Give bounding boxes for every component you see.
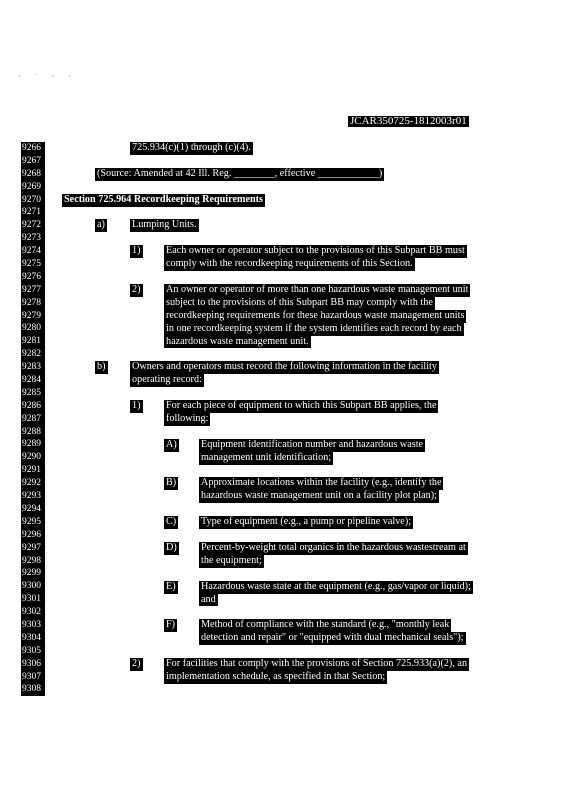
line-number: 9269: [22, 181, 41, 192]
line-number: 9299: [22, 568, 41, 579]
subitem-label: B): [166, 477, 177, 489]
subsection-text: Lumping Units.: [132, 219, 197, 231]
item-text: in one recordkeeping system if the system identifies each record by each: [166, 322, 462, 334]
line-number: 9298: [22, 555, 41, 566]
item-text: For facilities that comply with the provisions of Section 725.933(a)(2), an: [166, 658, 468, 669]
line-number: 9285: [22, 387, 41, 398]
subitem-label: C): [166, 516, 177, 528]
subitem-text: detection and repair" or "equipped with dual mechanical seals");: [201, 632, 464, 644]
item-label: 1): [132, 245, 141, 257]
subitem-text: Method of compliance with the standard (e.g., "monthly leak: [201, 619, 450, 631]
line-number: 9279: [22, 310, 41, 321]
item-label: 2): [132, 283, 141, 295]
line-number: 9304: [22, 632, 41, 643]
subsection-text: Owners and operators must record the following information in the facility: [132, 361, 437, 373]
subitem-text: hazardous waste management unit on a facility plot plan);: [201, 490, 437, 502]
subitem-text: and: [201, 593, 216, 605]
line-number: 9280: [22, 323, 41, 334]
line-number: 9307: [22, 671, 41, 682]
item-text: implementation schedule, as specified in that Section;: [166, 670, 386, 682]
line-number: 9292: [22, 478, 41, 489]
subitem-text: Percent-by-weight total organics in the hazardous wastestream at: [201, 541, 466, 553]
line-number: 9302: [22, 607, 41, 618]
line-number: 9276: [22, 271, 41, 282]
line-number: 9300: [22, 581, 41, 592]
line-number: 9288: [22, 426, 41, 437]
section-heading: Section 725.964 Recordkeeping Requirements: [64, 193, 264, 205]
item-text: An owner or operator of more than one hazardous waste management unit: [166, 283, 469, 295]
subitem-label: A): [166, 438, 177, 450]
subitem-text: Approximate locations within the facility (e.g., identify the: [201, 477, 442, 489]
line-number: 9270: [22, 194, 41, 205]
line-number: 9290: [22, 452, 41, 463]
item-text: For each piece of equipment to which this Subpart BB applies, the: [166, 400, 437, 411]
line-number: 9303: [22, 619, 41, 630]
subsection-text: operating record:: [132, 374, 202, 386]
line-number: 9274: [22, 246, 41, 257]
subitem-text: Type of equipment (e.g., a pump or pipeline valve);: [201, 516, 412, 528]
subitem-label: D): [166, 541, 177, 553]
subitem-label: E): [166, 580, 176, 592]
subitem-text: the equipment;: [201, 554, 262, 566]
line-number: 9266: [22, 143, 41, 153]
subsection-label: a): [97, 219, 105, 231]
line-number: 9305: [22, 645, 41, 656]
line-number: 9289: [22, 439, 41, 450]
line-number: 9271: [22, 207, 41, 218]
item-label: 2): [132, 658, 141, 669]
line-number: 9286: [22, 400, 41, 411]
line-number: 9273: [22, 233, 41, 244]
line-number: 9296: [22, 529, 41, 540]
item-text: comply with the recordkeeping requirements of this Section.: [166, 258, 413, 270]
line-number: 9278: [22, 297, 41, 308]
line-number: 9293: [22, 491, 41, 502]
subitem-text: Hazardous waste state at the equipment (e.g., gas/vapor or liquid);: [201, 580, 471, 592]
item-text: recordkeeping requirements for these hazardous waste management units: [166, 309, 465, 321]
subitem-label: F): [166, 619, 176, 631]
line-number: 9295: [22, 516, 41, 527]
line-number: 9284: [22, 375, 41, 386]
document-code: JCAR350725-1812003r01: [350, 115, 467, 127]
line-number: 9282: [22, 349, 41, 360]
item-label: 1): [132, 400, 141, 411]
item-text: following:: [166, 412, 209, 424]
line-number: 9275: [22, 259, 41, 270]
item-text: Each owner or operator subject to the provisions of this Subpart BB must: [166, 245, 465, 257]
item-text: hazardous waste management unit.: [166, 335, 309, 347]
line-number: 9281: [22, 336, 41, 347]
line-number: 9301: [22, 594, 41, 605]
subitem-text: Equipment identification number and hazardous waste: [201, 438, 424, 450]
line-number: 9287: [22, 413, 41, 424]
line-number: 9277: [22, 284, 41, 295]
subsection-label: b): [97, 361, 106, 373]
text-line: 725.934(c)(1) through (c)(4).: [132, 142, 251, 153]
line-number: 9294: [22, 503, 41, 514]
line-number: 9308: [22, 684, 41, 695]
subitem-text: management unit identification;: [201, 451, 332, 463]
item-text: subject to the provisions of this Subpart BB may comply with the: [166, 296, 433, 308]
line-number: 9267: [22, 155, 41, 166]
line-number: 9268: [22, 168, 41, 179]
source-note: (Source: Amended at 42 Ill. Reg. ________, effective ____________): [97, 167, 383, 179]
line-number-gutter: [21, 142, 45, 696]
line-number: 9283: [22, 362, 41, 373]
line-number: 9297: [22, 542, 41, 553]
scan-artifact: · ˙ · ·: [18, 72, 77, 81]
line-number: 9306: [22, 658, 41, 669]
line-number: 9272: [22, 220, 41, 231]
line-number: 9291: [22, 465, 41, 476]
